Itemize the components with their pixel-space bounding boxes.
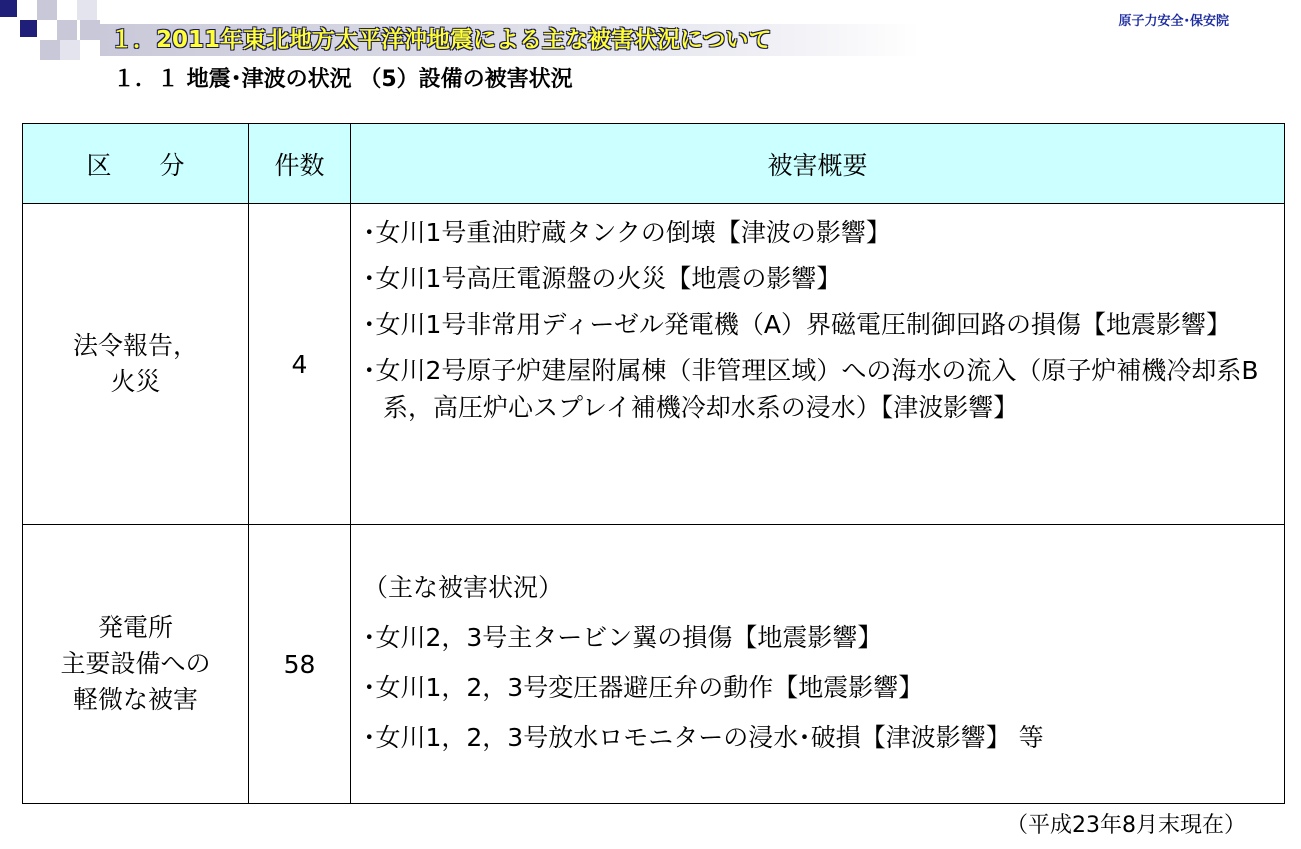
table-row — [23, 204, 1285, 525]
decor-square — [40, 40, 60, 60]
list-intro: （主な被害状況） — [363, 573, 564, 602]
decor-square — [60, 40, 80, 60]
header-count: 件数 — [249, 124, 351, 204]
decor-square — [0, 0, 17, 17]
decor-square — [20, 20, 37, 37]
page-subtitle: １．１ 地震･津波の状況 （5）設備の被害状況 — [113, 67, 573, 92]
row-count: 58 — [249, 525, 351, 804]
list-item: ･女川1号非常用ディーゼル発電機（A）界磁電圧制御回路の損傷【地震影響】 — [363, 310, 1232, 339]
list-item: ･女川1号高圧電源盤の火災【地震の影響】 — [363, 264, 842, 293]
organization-name: 原子力安全･保安院 — [1118, 14, 1229, 29]
row-category: 発電所 主要設備への 軽微な被害 — [23, 525, 249, 804]
list-item: ･女川2号原子炉建屋附属棟（非管理区域）への海水の流入（原子炉補機冷却系B系，高圧炉心スプレイ補機冷却水系の浸水）【津波影響】 — [363, 356, 1259, 422]
row-summary — [351, 525, 1285, 804]
decor-square — [80, 20, 100, 40]
damage-table — [22, 123, 1285, 804]
table-row — [23, 525, 1285, 804]
row-summary — [351, 204, 1285, 525]
decor-square — [77, 0, 97, 20]
header-category: 区 分 — [23, 124, 249, 204]
row-count: 4 — [249, 204, 351, 525]
list-item: ･女川1号重油貯蔵タンクの倒壊【津波の影響】 — [363, 218, 891, 247]
list-item: ･女川1，2，3号変圧器避圧弁の動作【地震影響】 — [363, 673, 924, 702]
page-title: １．2011年東北地方太平洋沖地震による主な被害状況について — [110, 27, 772, 53]
header-summary: 被害概要 — [351, 124, 1285, 204]
as-of-note: （平成23年8月末現在） — [1006, 813, 1246, 838]
row-category: 法令報告， 火災 — [23, 204, 249, 525]
list-item: ･女川1，2，3号放水ロモニターの浸水･破損【津波影響】 等 — [363, 723, 1044, 752]
decor-square — [57, 20, 77, 40]
list-item: ･女川2，3号主タービン翼の損傷【地震影響】 — [363, 623, 883, 652]
table-header-row — [23, 124, 1285, 204]
decor-square — [37, 0, 57, 20]
